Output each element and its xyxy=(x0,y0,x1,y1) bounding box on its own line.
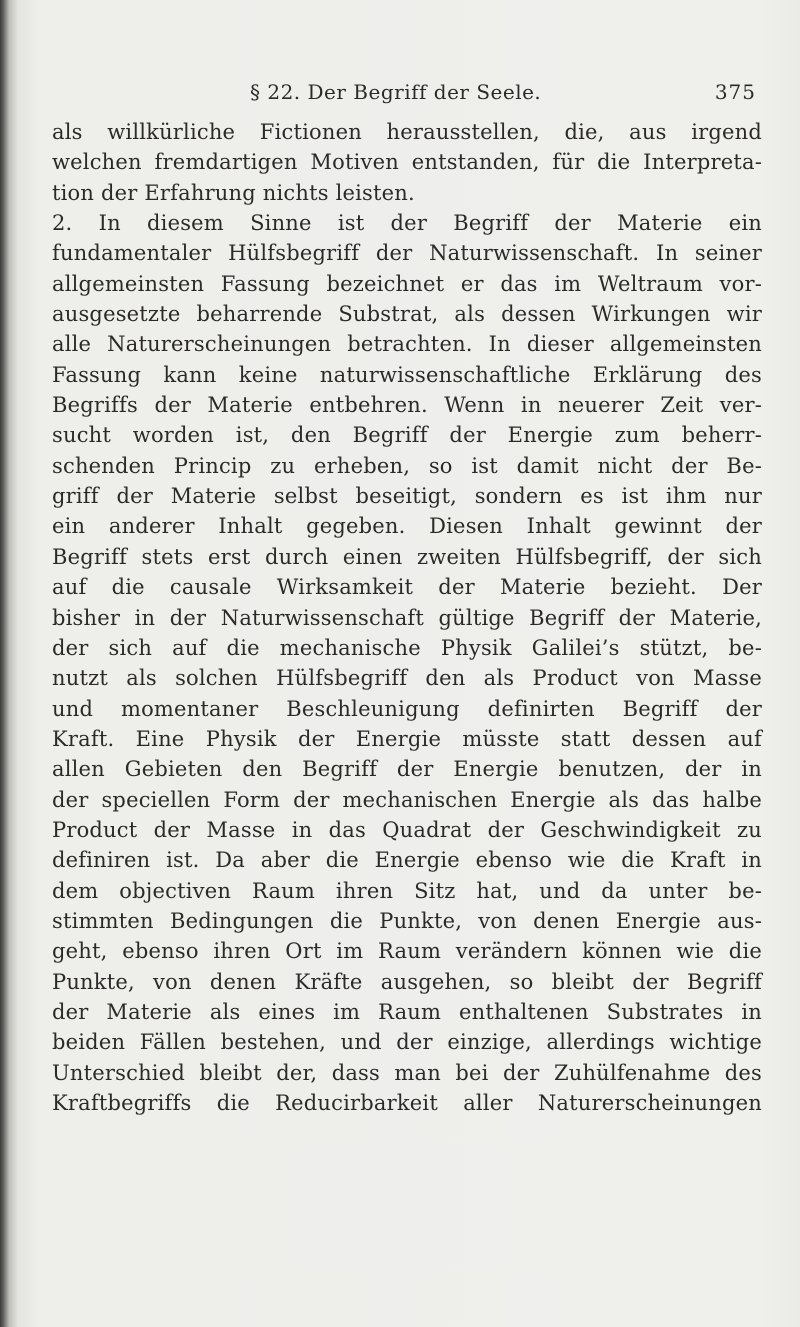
text-line: der speciellen Form der mechanischen Energie als das halbe xyxy=(52,787,762,812)
text-line: Unterschied bleibt der, dass man bei der Zuhülfenahme des xyxy=(52,1060,762,1085)
text-line: geht, ebenso ihren Ort im Raum verändern können wie die xyxy=(52,939,762,964)
text-line: Fassung kann keine naturwissenschaftliche Erklärung des xyxy=(52,362,762,387)
text-line: Begriffs der Materie entbehren. Wenn in neuerer Zeit ver- xyxy=(52,393,762,418)
text-line: fundamentaler Hülfsbegriff der Naturwissenschaft. In seiner xyxy=(52,241,762,266)
text-line: griff der Materie selbst beseitigt, sondern es ist ihm nur xyxy=(52,484,762,509)
text-line: Punkte, von denen Kräfte ausgehen, so bleibt der Begriff xyxy=(52,969,762,994)
text-line: allgemeinsten Fassung bezeichnet er das im Weltraum vor- xyxy=(52,271,762,296)
text-line: stimmten Bedingungen die Punkte, von denen Energie aus- xyxy=(52,908,762,933)
text-line: als willkürliche Fictionen herausstellen, die, aus irgend xyxy=(52,120,762,144)
text-line: definiren ist. Da aber die Energie ebenso wie die Kraft in xyxy=(52,848,762,873)
text-line: schenden Princip zu erheben, so ist damit nicht der Be- xyxy=(52,453,762,478)
text-line: tion der Erfahrung nichts leisten. xyxy=(52,180,415,205)
text-line: Kraft. Eine Physik der Energie müsste statt dessen auf xyxy=(52,726,762,751)
running-title: § 22. Der Begriff der Seele. xyxy=(250,80,542,104)
text-line: allen Gebieten den Begriff der Energie benutzen, der in xyxy=(52,757,762,782)
running-head xyxy=(60,80,756,108)
text-line: der Materie als eines im Raum enthaltenen Substrates in xyxy=(52,999,762,1024)
text-line: ein anderer Inhalt gegeben. Diesen Inhalt gewinnt der xyxy=(52,514,762,539)
body-text xyxy=(52,117,762,1118)
text-line: sucht worden ist, den Begriff der Energie zum beherr- xyxy=(52,423,762,448)
text-line: bisher in der Naturwissenschaft gültige Begriff der Materie, xyxy=(52,605,762,630)
text-line: und momentaner Beschleunigung definirten Begriff der xyxy=(52,696,762,721)
text-line: Kraftbegriffs die Reducirbarkeit aller Naturerscheinungen xyxy=(52,1091,762,1115)
text-line: Product der Masse in das Quadrat der Geschwindigkeit zu xyxy=(52,817,762,842)
text-line: beiden Fällen bestehen, und der einzige, allerdings wichtige xyxy=(52,1030,762,1055)
text-line: dem objectiven Raum ihren Sitz hat, und da unter be- xyxy=(52,878,762,903)
text-line: alle Naturerscheinungen betrachten. In dieser allgemeinsten xyxy=(52,332,762,357)
text-line: der sich auf die mechanische Physik Galilei’s stützt, be- xyxy=(52,635,762,660)
text-line: welchen fremdartigen Motiven entstanden, für die Interpreta- xyxy=(52,150,762,175)
text-line: ausgesetzte beharrende Substrat, als dessen Wirkungen wir xyxy=(52,302,762,327)
text-line: 2. In diesem Sinne ist der Begriff der Materie ein xyxy=(52,211,762,236)
text-line: nutzt als solchen Hülfsbegriff den als Product von Masse xyxy=(52,666,762,691)
page-number: 375 xyxy=(714,80,756,104)
text-line: auf die causale Wirksamkeit der Materie bezieht. Der xyxy=(52,575,762,600)
text-line: Begriff stets erst durch einen zweiten Hülfsbegriff, der sich xyxy=(52,544,762,569)
